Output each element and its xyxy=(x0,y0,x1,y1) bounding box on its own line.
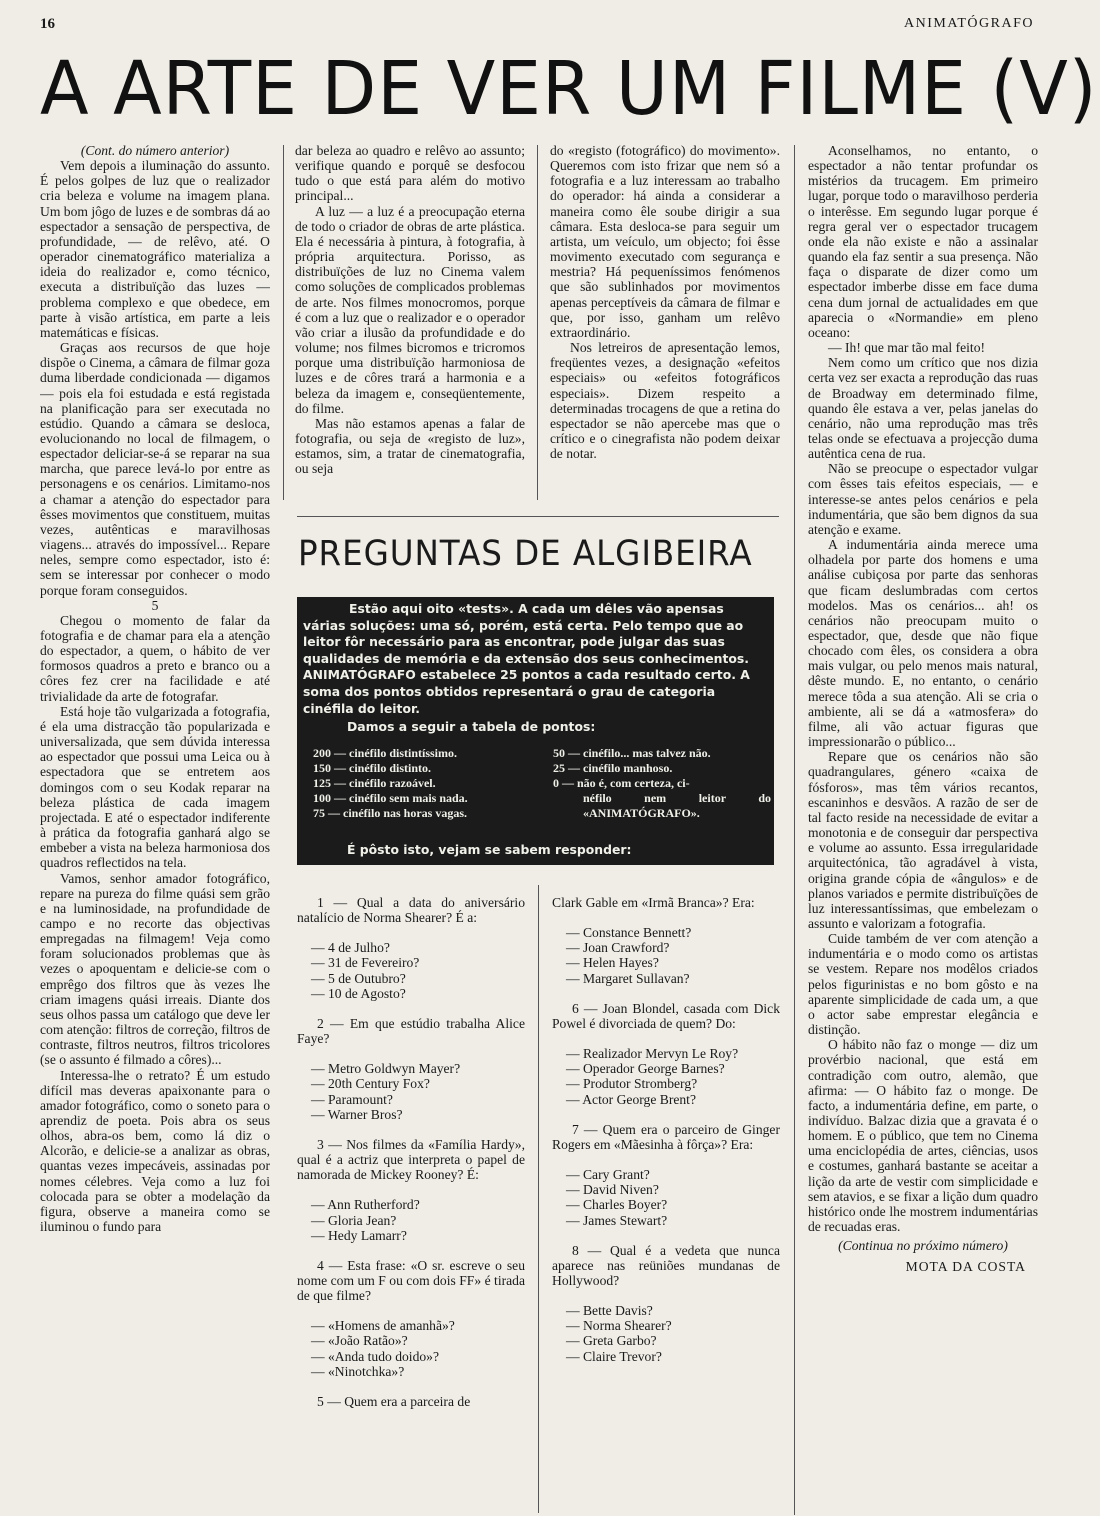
answer-option: — «João Ratão»? xyxy=(311,1333,408,1349)
answer-option: — David Niven? xyxy=(566,1182,659,1198)
continuation-note: (Cont. do número anterior) xyxy=(80,143,230,158)
answer-option: — Produtor Stromberg? xyxy=(566,1076,698,1092)
answer-option: — Warner Bros? xyxy=(311,1106,403,1122)
answer-option: — Metro Goldwyn Mayer? xyxy=(311,1061,461,1077)
quiz-points-table xyxy=(303,746,771,826)
paragraph: Não se preocupe o espectador vulgar com êsses tais efeitos especiais, — e interesse-se antes pelos cenários e pela indumentária, que são bem dignos da sua atenção e exame. xyxy=(808,461,1038,537)
answer-option: — 5 de Outubro? xyxy=(311,970,406,986)
paragraph: do «registo (fotográfico) do movimento». Queremos com isto frizar que nem só a fotografia e a luz interessam ao trabalho do operador: há ainda a considerar a maneira como êle soube dirigir a sua câmara. Esta desloca-se para seguir um artista, um veículo, um objecto; foi êsse movimento executado com segurança e mestria? Há pequeníssimos fenómenos que são sublinhados por movimentos apenas perceptíveis da câmara de filmar e que, por isso, ganham um relêvo extraordinário. xyxy=(550,143,780,340)
paragraph: Vamos, senhor amador fotográfico, repare na pureza do filme quási sem grão e na luminosidade, na profundidade de campo e no recorte das objectivas empregadas na filmagem! Veja como foram solucionados problemas que às vezes o apoquentam e delicie-se com o emprêgo dos filtros que às vezes lhe criam imagens quási irreais. Diante dos seus olhos passa um catálogo que deve ler com atenção: filtros de correção, filtros de contraste, filtros neutros, filtros tricolores (se o assunto é filmado a côres)... xyxy=(40,870,270,1068)
section-number: 5 xyxy=(151,597,159,613)
points-row: 200 — cinéfilo distintíssimo. xyxy=(313,746,458,761)
answer-option: — «Ninotchka»? xyxy=(311,1363,405,1379)
answer-option: — Charles Boyer? xyxy=(566,1197,668,1213)
quiz-scale-intro: Damos a seguir a tabela de pontos: xyxy=(347,719,596,735)
answer-option: — 20th Century Fox? xyxy=(311,1076,430,1092)
points-row: 25 — cinéfilo manhoso. xyxy=(553,761,673,776)
answer-option: — 4 de Julho? xyxy=(311,940,390,956)
quiz-info-box xyxy=(297,597,774,865)
answer-option: — Actor George Brent? xyxy=(566,1091,696,1107)
paragraph: Interessa-lhe o retrato? É um estudo difícil mas deveras apaixonante para o amador fotográfico, como o soneto para o aprendiz de poeta. Pois abra os seus olhos, abra-os bem, como lá diz o Alcorão, e delicie-se a analizar as obras, quantas vezes impecáveis, assinadas por nomes célebres. Veja como a luz foi colocada para se obter a modelação da figura, observe a maneira como se iluminou o fundo para xyxy=(40,1067,270,1235)
quiz-question: 6 — Joan Blondel, casada com Dick Powel é divorciada de quem? Do: xyxy=(552,1000,780,1031)
points-row: 125 — cinéfilo razoável. xyxy=(313,776,436,791)
paragraph: Cuide também de ver com atenção a indumentária e o modo como os artistas se vestem. Repare nos modêlos criados pelos figurinistas e no bom gôsto e na aparente simplicidade de cada um, a que o actor sabe emprestar elegância e distinção. xyxy=(808,931,1038,1038)
paragraph: dar beleza ao quadro e relêvo ao assunto; verifique quando e porquê se desfocou tudo o que está para além do motivo principal... xyxy=(295,143,525,204)
author-signature: MOTA DA COSTA xyxy=(905,1259,1026,1275)
quiz-question: 3 — Nos filmes da «Família Hardy», qual é a actriz que interpreta o papel de namorada de Mickey Rooney? É: xyxy=(297,1136,525,1183)
article-title: A ARTE DE VER UM FILME (V) xyxy=(40,46,1098,132)
column-rule-1 xyxy=(283,145,284,500)
quiz-questions-right xyxy=(552,895,780,1511)
quiz-intro: Estão aqui oito «tests». A cada um dêles vão apensas várias soluções: uma só, porém, está certa. Pelo tempo que ao leitor fôr necessário para as encontrar, pode julgar das suas qualidades de memória e da extensão dos seus conhecimentos. ANIMATÓGRAFO estabelece 25 pontos a cada resultado certo. A soma dos pontos obtidos representará o grau de categoria cinéfila do leitor. xyxy=(303,601,750,716)
paragraph: Aconselhamos, no entanto, o espectador a não tentar profundar os mistérios da trucagem. Em primeiro lugar, porque todo o maravilhoso perderia o interêsse. Em segundo lugar porque é regra geral ver o espectador trucagem onde ela não existe e não a assinalar quando ela faz sentir a sua presença. Não faça o disparate de dizer como um espectador imberbe disse em face duma cena dum jornal de actualidades em que aparecia o «Normandie» em pleno oceano: xyxy=(808,143,1038,340)
paragraph: Vem depois a iluminação do assunto. É pelos golpes de luz que o realizador cria beleza e volume na imagem plana. Um bom jôgo de luzes e de sombras dá ao espectador a sensação de perspectiva, de profundidade, — de relêvo, até. O operador cinematográfico materializa a ideia do realizador e, como técnico, executa a distribuïção das luzes — problema complexo e que obedece, em parte à visão artística, em parte a leis matemáticas e físicas. xyxy=(40,158,270,340)
article-column-2 xyxy=(295,143,525,498)
answer-option: — Greta Garbo? xyxy=(566,1333,657,1349)
answer-option: — Ann Rutherford? xyxy=(311,1197,420,1213)
answer-option: — Constance Bennett? xyxy=(566,925,692,941)
answer-option: — Cary Grant? xyxy=(566,1167,650,1183)
answer-option: — 10 de Agosto? xyxy=(311,985,406,1001)
column-rule-3 xyxy=(794,145,795,1515)
answer-option: — Margaret Sullavan? xyxy=(566,970,690,986)
article-column-4 xyxy=(808,143,1038,1511)
points-row: 100 — cinéfilo sem mais nada. xyxy=(313,791,468,806)
answer-option: — 31 de Fevereiro? xyxy=(311,955,420,971)
points-table-right xyxy=(553,746,771,821)
page-number: 16 xyxy=(40,16,55,32)
quiz-question: 4 — Esta frase: «O sr. escreve o seu nome com um F ou com dois FF» é tirada de que filme? xyxy=(297,1257,525,1304)
answer-option: — Helen Hayes? xyxy=(566,955,659,971)
points-row-continuation: néfilo nem leitor do «ANIMATÓGRAFO». xyxy=(583,791,771,821)
answer-option: — Bette Davis? xyxy=(566,1303,653,1319)
paragraph: O hábito não faz o monge — diz um provérbio nacional, que está em contradição com outro, alemão, que afirma: — O hábito faz o monge. De facto, a indumentária define, em parte, o indivíduo. Balzac dizia que a gravata é o homem. E o público, que tem no Cinema uma enciclopédia de artes, ciências, usos e costumes, ganhará bastante se aceitar a lição da arte de vestir com simplicidade e sem atavios, e se fixar a lição dum quadro histórico onde lhe mostrem indumentárias de recuadas eras. xyxy=(808,1037,1038,1235)
column-rule-2 xyxy=(537,145,538,500)
answer-option: — Joan Crawford? xyxy=(566,940,670,956)
answer-option: — Operador George Barnes? xyxy=(566,1061,725,1077)
paragraph: A luz — a luz é a preocupação eterna de todo o criador de obras de arte plástica. Ela é necessária à pintura, à fotografia, à própria arquitectura. Porisso, as distribuïções de luz no Cinema valem como soluções de complicados problemas de arte. Nos filmes monocromos, porque é com a luz que o realizador e o operador vão criar a ilusão da profundidade e do volume; nos filmes bicromos e tricromos porque uma distribuïção harmoniosa de luzes e de côres trará a harmonia e a beleza da imagem e, conseqüentemente, do filme. xyxy=(295,203,525,416)
article-column-3 xyxy=(550,143,780,498)
answer-option: — Norma Shearer? xyxy=(566,1318,672,1334)
answer-option: — «Homens de amanhã»? xyxy=(311,1318,455,1334)
answer-option: — James Stewart? xyxy=(566,1212,668,1228)
answer-option: — Hedy Lamarr? xyxy=(311,1227,407,1243)
paragraph: Nos letreiros de apresentação lemos, freqüentes vezes, a designação «efeitos especiais» ou «efeitos fotográficos especiais». Dizem respeito a determinadas trocagens de que a retina do espectador se não apercebe mas que o crítico e o cinegrafista não podem deixar de notar. xyxy=(550,340,780,462)
quiz-title: PREGUNTAS DE ALGIBEIRA xyxy=(298,534,753,574)
continuation-note: (Continua no próximo número) xyxy=(838,1238,1008,1254)
paragraph: Está hoje tão vulgarizada a fotografia, é ela uma distracção tão popularizada e universalizada, que sem dúvida interessa ao espectador que possui uma Leica ou à espectadora que se entretem aos domingos com o seu Kodak reparar na beleza plástica de cada imagem projectada. E até o espectador indiferente à prática da fotografia ganhará algo se embeber a vista na beleza harmoniosa dos quadros reflectidos na tela. xyxy=(40,703,270,871)
paragraph: Nem como um crítico que nos dizia certa vez ser exacta a reprodução das ruas de Broadway em determinado filme, quando êle estava a ver, pelas janelas do cenário, não uma reprodução mas três telas onde se efectuava a projecção duma autêntica cena de rua. xyxy=(808,355,1038,462)
points-row: 0 — não é, com certeza, ci- xyxy=(553,776,690,791)
quote-line: — Ih! que mar tão mal feito! xyxy=(828,340,986,356)
points-row: 50 — cinéfilo... mas talvez não. xyxy=(553,746,711,761)
quiz-question: 1 — Qual a data do aniversário natalício de Norma Shearer? É a: xyxy=(297,895,525,926)
answer-option: — Paramount? xyxy=(311,1091,393,1107)
magazine-name: ANIMATÓGRAFO xyxy=(903,16,1034,31)
quiz-question: 7 — Quem era o parceiro de Ginger Rogers em «Mãesinha à fôrça»? Era: xyxy=(552,1121,780,1152)
quiz-questions-left xyxy=(297,895,525,1511)
answer-option: — Gloria Jean? xyxy=(311,1212,397,1228)
paragraph: Graças aos recursos de que hoje dispõe o Cinema, a câmara de filmar goza duma liberdade condicionada — digamos — pois ela foi estudada e está registada na planificação para ser executada no estúdio. Quando a câmara se desloca, evolucionando no local de filmagem, o espectador deliciar-se-á se reparar na sua marcha, que parece levá-lo por entre as personagens e os cenários. Limitamo-nos a chamar a atenção do espectador para êsses movimentos que constituem, muitas vezes, autênticas e maravilhosas viagens... através do impossível... Repare neles, sempre como espectador, isto é: sem se interessar por conhecer o modo porque foram conseguidos. xyxy=(40,340,270,598)
paragraph: Mas não estamos apenas a falar de fotografia, ou seja de «registo de luz», estamos, sim, a tratar de cinematografia, ou seja xyxy=(295,415,525,477)
quiz-question: 5 — Quem era a parceira de xyxy=(317,1393,471,1409)
answer-option: — Realizador Mervyn Le Roy? xyxy=(566,1046,739,1062)
answer-option: — «Anda tudo doido»? xyxy=(311,1348,439,1364)
quiz-question: 8 — Qual é a vedeta que nunca aparece nas reüniões mundanas de Hollywood? xyxy=(552,1242,780,1288)
points-row: 150 — cinéfilo distinto. xyxy=(313,761,432,776)
quiz-closing: É pôsto isto, vejam se sabem responder: xyxy=(347,842,632,858)
points-row: 75 — cinéfilo nas horas vagas. xyxy=(313,806,468,821)
paragraph: Repare que os cenários não são quadrangulares, género «caixa de fósforos», mas têm vários recantos, escaninhos e desvãos. A razão de ser de tal facto reside na necessidade de evitar a monotonia e de conseguir dar perspectiva e volume ao assunto. Essa irregularidade arquitectónica, tão agradável à vista, origina grande cópia de «ângulos» e de planos variados e permite distribuïções de luz interessantíssimas, que embelezam o assunto e valorizam a fotografia. xyxy=(808,749,1038,931)
paragraph: Chegou o momento de falar da fotografia e de chamar para ela a atenção do espectador, a quem, o hábito de ver formosos quadros a preto e branco ou a côres fez crer na facilidade e até trivialidade da arte de fotografar. xyxy=(40,612,270,704)
article-column-1 xyxy=(40,143,270,1511)
quiz-question-continuation: Clark Gable em «Irmã Branca»? Era: xyxy=(552,895,755,910)
quiz-question: 2 — Em que estúdio trabalha Alice Faye? xyxy=(297,1015,525,1047)
quiz-top-rule xyxy=(297,516,779,517)
answer-option: — Claire Trevor? xyxy=(566,1348,662,1364)
points-table-left xyxy=(313,746,543,821)
paragraph: A indumentária ainda merece uma olhadela por parte dos homens e uma análise cubiçosa por parte das senhoras que ficam deslumbradas com certos modelos. Mas os cenários... ah! os cenários não preocupam muito o espectador, que, desde que não fique chocado com êles, os considera a obra mais vulgar, ou pelo menos mais natural, dêste mundo. E, no entanto, o cenário merece tôda a sua atenção. Ali se cria o ambiente, ali se dá a «atmosfera» do filme, ali vão actuar figuras que impressionarão o público... xyxy=(808,537,1038,750)
quiz-column-rule xyxy=(538,885,539,1513)
